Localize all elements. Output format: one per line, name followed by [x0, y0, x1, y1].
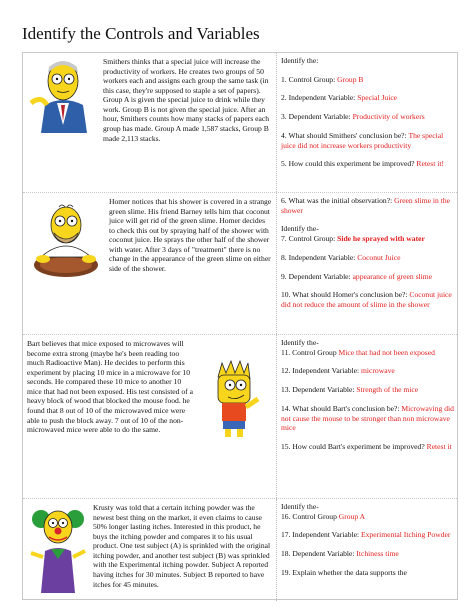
answer-17: Experimental Itching Powder: [361, 530, 451, 540]
answer-18: Itchiness time: [356, 549, 399, 559]
answer-3: Productivity of workers: [352, 112, 425, 122]
answer-13: Strength of the mice: [356, 385, 419, 395]
question-2: 2. Independent Variable: Special Juice: [281, 93, 398, 103]
story-cell: [23, 193, 277, 334]
story-text: Homer notices that his shower is covered in a strange green slime. His friend Barney tells him that coconut juice will get rid of the green slime. Homer decides to check this out by spraying half of the shower with coconut juice. He sprays the other half of the shower with water. After 3 days of "treatment" there is no change in the appearance of the green slime on either side of the shower.: [109, 197, 272, 273]
krusty-illustration: [27, 501, 89, 595]
question-12: 12. Independent Variable: microwave: [281, 366, 395, 376]
story-text: Smithers thinks that a special juice will increase the productivity of workers. He creates two groups of 50 workers each and assigns each group the same task (in this case, they're supposed to staple a set of papers). Group A is given the special juice to drink while they work. Group B is not given the special juice. After an hour, Smithers counts how many stacks of papers each group has made. Group A made 1,587 stacks, Group B made 2,113 stacks.: [103, 57, 270, 143]
answer-2: Special Juice: [357, 93, 398, 103]
questions-cell: [278, 499, 457, 601]
answer-15: Retest it: [426, 442, 452, 452]
questions-header: Identify the:: [281, 56, 319, 65]
story-cell: [23, 53, 277, 192]
answer-10: Coconut juice did not reduce the amount of slime in the shower: [281, 290, 452, 310]
question-16: 16. Control Group Group A: [281, 511, 366, 521]
answer-4: The special juice did not increase workers productivity: [281, 130, 444, 150]
answer-11: Mice that had not been exposed: [338, 347, 435, 357]
question-5: 5. How could this experiment be improved? Retest it!: [281, 159, 445, 169]
answer-16: Group A: [338, 511, 366, 521]
smithers-illustration: [27, 55, 99, 135]
homer-illustration: [27, 195, 105, 281]
section-krusty: [23, 499, 457, 601]
story-text: Krusty was told that a certain itching powder was the newest best thing on the market, it even claims to cause 50% longer lasting itches. Interested in this product, he buys the itching powder and compares it to his usual product. One test subject (A) is sprinkled with the original itching powder, and another test subject (B) was sprinkled with the Experimental itching powder. Subject A reported having itches for 30 minutes. Subject B reported to have itches for 45 minutes.: [93, 503, 271, 589]
bart-illustration: [198, 357, 268, 441]
questions-header: Identify the-: [281, 338, 319, 347]
answer-1: Group B: [337, 74, 364, 84]
questions-header: Identify the-: [281, 224, 319, 234]
answer-5: Retest it!: [416, 159, 445, 169]
section-bart: [23, 335, 457, 499]
answer-6: Green slime in the shower: [281, 196, 450, 215]
question-19: 19. Explain whether the data supports the: [281, 567, 407, 577]
worksheet-table: [22, 52, 458, 600]
answer-9: appearance of green slime: [352, 271, 433, 281]
section-smithers: [23, 53, 457, 193]
question-7: 7. Control Group: Side he sprayed with water: [281, 234, 425, 244]
questions-cell: [278, 193, 457, 334]
story-text: Bart believes that mice exposed to microwaves will become extra strong (maybe he's been reading too much Radioactive Man). He decides to perform this experiment by placing 10 mice in a microwave for 10 seconds. He compared these 10 mice to another 10 mice that had not been exposed. His test consisted of a heavy block of wood that blocked the mouse food. he found that 8 out of 10 of the microwaved mice were able to push the block away. 7 out of 10 of the non-microwaved mice were able to do the same.: [27, 339, 193, 435]
question-1: 1. Control Group: Group B: [281, 74, 364, 84]
question-8: 8. Independent Variable: Coconut Juice: [281, 252, 401, 262]
question-18: 18. Dependent Variable: Itchiness time: [281, 549, 399, 559]
question-6: 6. What was the initial observation?: Green slime in the shower: [281, 196, 450, 215]
question-14: 14. What should Bart's conclusion be?: Microwaving did not cause the mouse to be stronger than non microwave mice: [281, 403, 454, 433]
answer-8: Coconut Juice: [357, 252, 401, 262]
questions-header: Identify the-: [281, 502, 319, 511]
story-cell: [23, 335, 277, 498]
questions-cell: [278, 53, 457, 192]
question-9: 9. Dependent Variable: appearance of green slime: [281, 271, 433, 281]
questions-cell: [278, 335, 457, 498]
question-4: 4. What should Smithers' conclusion be?: The special juice did not increase workers productivity: [281, 130, 444, 150]
question-15: 15. How could Bart's experiment be improved? Retest it: [281, 442, 452, 452]
answer-12: microwave: [361, 366, 395, 376]
question-13: 13. Dependent Variable: Strength of the mice: [281, 385, 419, 395]
question-11: 11. Control Group Mice that had not been exposed: [281, 347, 435, 357]
question-17: 17. Independent Variable: Experimental Itching Powder: [281, 530, 451, 540]
story-cell: [23, 499, 277, 601]
answer-14: Microwaving did not cause the mouse to be stronger than non microwave mice: [281, 403, 454, 433]
question-10: 10. What should Homer's conclusion be?: Coconut juice did not reduce the amount of slime in the shower: [281, 290, 452, 310]
section-homer: [23, 193, 457, 335]
page-title: Identify the Controls and Variables: [22, 24, 260, 43]
answer-7: Side he sprayed with water: [337, 234, 425, 244]
question-3: 3. Dependent Variable: Productivity of workers: [281, 112, 425, 122]
